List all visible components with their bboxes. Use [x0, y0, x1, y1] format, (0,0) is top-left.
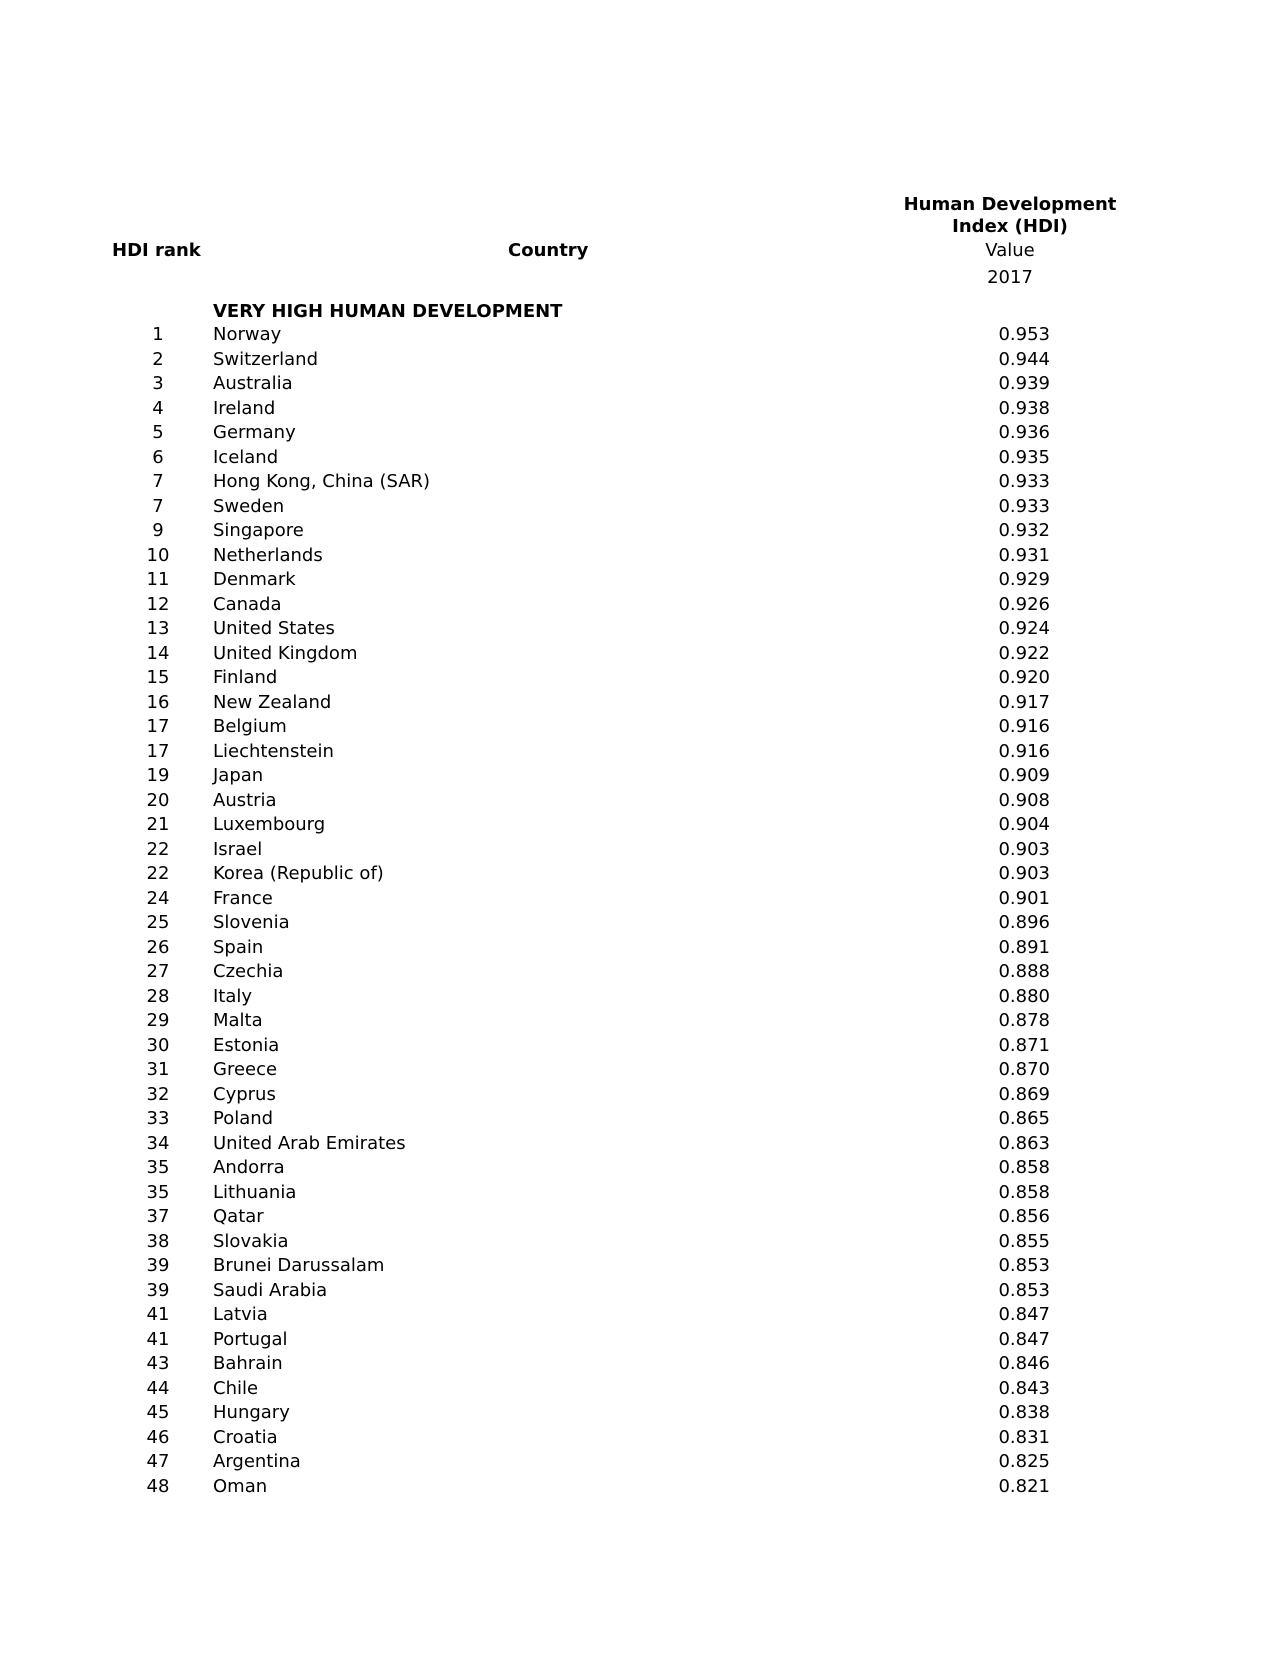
country-cell: Hong Kong, China (SAR)	[213, 471, 431, 492]
table-row	[0, 544, 1280, 569]
hdi-rank-cell: 12	[146, 593, 170, 615]
hdi-rank-cell: 11	[146, 569, 170, 590]
hdi-rank-cell: 3	[152, 373, 164, 394]
hdi-value-cell: 0.909	[998, 765, 1050, 786]
table-row	[0, 691, 1280, 716]
hdi-rank-cell: 39	[146, 1255, 170, 1276]
hdi-value-cell: 0.932	[998, 520, 1050, 541]
hdi-value-cell: 0.953	[998, 324, 1050, 345]
table-row	[0, 1230, 1280, 1255]
hdi-rank-cell: 15	[146, 667, 170, 688]
hdi-value-cell: 0.880	[998, 985, 1050, 1007]
table-row	[0, 470, 1280, 495]
hdi-value-cell: 0.855	[998, 1230, 1050, 1252]
hdi-rank-cell: 19	[146, 765, 170, 786]
table-row	[0, 715, 1280, 740]
country-cell: Liechtenstein	[213, 740, 334, 762]
country-cell: Canada	[213, 593, 282, 615]
table-row	[0, 911, 1280, 936]
country-cell: Oman	[213, 1475, 268, 1497]
table-row	[0, 960, 1280, 985]
hdi-value-cell: 0.858	[998, 1181, 1050, 1203]
table-row	[0, 1328, 1280, 1353]
table-row	[0, 764, 1280, 789]
country-cell: Poland	[213, 1108, 274, 1129]
table-row	[0, 1009, 1280, 1034]
hdi-value-cell: 0.888	[998, 961, 1050, 982]
hdi-rank-cell: 41	[146, 1328, 170, 1350]
table-row	[0, 519, 1280, 544]
table-row	[0, 1034, 1280, 1059]
hdi-rank-cell: 28	[146, 985, 170, 1007]
table-row	[0, 642, 1280, 667]
hdi-value-cell: 0.825	[998, 1451, 1050, 1472]
country-cell: Israel	[213, 838, 263, 860]
hdi-value-cell: 0.916	[998, 740, 1050, 762]
country-cell: Malta	[213, 1010, 263, 1031]
hdi-value-cell: 0.922	[998, 642, 1050, 664]
hdi-rank-cell: 5	[152, 422, 164, 443]
hdi-rank-cell: 45	[146, 1402, 170, 1423]
country-cell: Austria	[213, 789, 277, 811]
hdi-value-cell: 0.853	[998, 1279, 1050, 1301]
table-row	[0, 1058, 1280, 1083]
hdi-rank-cell: 24	[146, 887, 170, 909]
hdi-rank-cell: 41	[146, 1304, 170, 1325]
hdi-rank-cell: 1	[152, 324, 164, 345]
hdi-value-cell: 0.856	[998, 1206, 1050, 1227]
hdi-value-cell: 0.935	[998, 446, 1050, 468]
country-cell: Netherlands	[213, 544, 323, 566]
country-cell: Norway	[213, 324, 282, 345]
hdi-value-cell: 0.944	[998, 348, 1050, 370]
hdi-value-cell: 0.869	[998, 1083, 1050, 1105]
hdi-value-cell: 0.863	[998, 1132, 1050, 1154]
table-row	[0, 813, 1280, 838]
table-row	[0, 348, 1280, 373]
hdi-value-cell: 0.843	[998, 1377, 1050, 1399]
hdi-value-cell: 0.903	[998, 838, 1050, 860]
table-row	[0, 789, 1280, 814]
hdi-rank-cell: 13	[146, 618, 170, 639]
table-row	[0, 1475, 1280, 1500]
hdi-value-cell: 0.878	[998, 1010, 1050, 1031]
table-row	[0, 985, 1280, 1010]
hdi-rank-cell: 32	[146, 1083, 170, 1105]
hdi-value-cell: 0.917	[998, 691, 1050, 713]
hdi-rank-cell: 22	[146, 863, 170, 884]
hdi-rank-cell: 30	[146, 1034, 170, 1056]
hdi-value-cell: 0.924	[998, 618, 1050, 639]
column-header-hdi-title-line1: Human Development	[903, 194, 1117, 215]
hdi-value-cell: 0.901	[998, 887, 1050, 909]
country-cell: Argentina	[213, 1451, 301, 1472]
hdi-value-cell: 0.936	[998, 422, 1050, 443]
country-cell: Andorra	[213, 1157, 285, 1178]
country-cell: Brunei Darussalam	[213, 1255, 385, 1276]
table-row	[0, 617, 1280, 642]
hdi-value-cell: 0.821	[998, 1475, 1050, 1497]
table-row	[0, 323, 1280, 348]
country-cell: Japan	[213, 765, 264, 786]
hdi-value-cell: 0.908	[998, 789, 1050, 811]
table-row	[0, 1205, 1280, 1230]
country-cell: Switzerland	[213, 348, 318, 370]
country-cell: Italy	[213, 985, 253, 1007]
hdi-value-cell: 0.846	[998, 1353, 1050, 1374]
country-cell: United States	[213, 618, 335, 639]
hdi-value-cell: 0.838	[998, 1402, 1050, 1423]
hdi-rank-cell: 17	[146, 716, 170, 737]
country-cell: Sweden	[213, 495, 285, 517]
country-cell: Estonia	[213, 1034, 280, 1056]
country-rows	[0, 323, 1280, 1499]
table-row	[0, 838, 1280, 863]
table-row	[0, 936, 1280, 961]
hdi-rank-cell: 14	[146, 642, 170, 664]
table-row	[0, 397, 1280, 422]
hdi-value-cell: 0.871	[998, 1034, 1050, 1056]
country-cell: Finland	[213, 667, 278, 688]
hdi-value-cell: 0.847	[998, 1328, 1050, 1350]
table-row	[0, 372, 1280, 397]
hdi-rank-cell: 48	[146, 1475, 170, 1497]
hdi-rank-cell: 38	[146, 1230, 170, 1252]
hdi-value-cell: 0.933	[998, 471, 1050, 492]
hdi-rank-cell: 44	[146, 1377, 170, 1399]
column-header-hdi-title-line2: Index (HDI)	[952, 216, 1068, 237]
hdi-value-cell: 0.891	[998, 936, 1050, 958]
hdi-rank-cell: 16	[146, 691, 170, 713]
hdi-rank-cell: 21	[146, 814, 170, 835]
country-cell: Portugal	[213, 1328, 288, 1350]
country-cell: Korea (Republic of)	[213, 863, 384, 884]
country-cell: Australia	[213, 373, 293, 394]
table-row	[0, 1426, 1280, 1451]
hdi-value-cell: 0.931	[998, 544, 1050, 566]
group-heading-very-high: VERY HIGH HUMAN DEVELOPMENT	[213, 301, 563, 322]
country-cell: New Zealand	[213, 691, 332, 713]
hdi-rank-cell: 17	[146, 740, 170, 762]
column-header-country: Country	[508, 240, 589, 261]
country-cell: United Arab Emirates	[213, 1132, 406, 1154]
table-row	[0, 862, 1280, 887]
hdi-value-cell: 0.853	[998, 1255, 1050, 1276]
country-cell: Germany	[213, 422, 296, 443]
hdi-value-cell: 0.926	[998, 593, 1050, 615]
hdi-value-cell: 0.831	[998, 1426, 1050, 1448]
country-cell: Cyprus	[213, 1083, 276, 1105]
table-row	[0, 568, 1280, 593]
table-row	[0, 593, 1280, 618]
hdi-value-cell: 0.904	[998, 814, 1050, 835]
hdi-rank-cell: 6	[152, 446, 164, 468]
column-header-hdi-rank: HDI rank	[112, 240, 201, 261]
hdi-value-cell: 0.858	[998, 1157, 1050, 1178]
country-cell: Iceland	[213, 446, 279, 468]
country-cell: Greece	[213, 1059, 278, 1080]
country-cell: Qatar	[213, 1206, 264, 1227]
country-cell: Czechia	[213, 961, 284, 982]
hdi-rank-cell: 25	[146, 912, 170, 933]
country-cell: Slovakia	[213, 1230, 289, 1252]
hdi-value-cell: 0.870	[998, 1059, 1050, 1080]
column-header-hdi-value: Value	[985, 240, 1035, 261]
country-cell: Spain	[213, 936, 264, 958]
hdi-rank-cell: 43	[146, 1353, 170, 1374]
table-row	[0, 666, 1280, 691]
country-cell: Lithuania	[213, 1181, 297, 1203]
table-row	[0, 1450, 1280, 1475]
table-row	[0, 1083, 1280, 1108]
hdi-rank-cell: 20	[146, 789, 170, 811]
table-row	[0, 421, 1280, 446]
hdi-rank-cell: 33	[146, 1108, 170, 1129]
country-cell: Singapore	[213, 520, 304, 541]
country-cell: Bahrain	[213, 1353, 283, 1374]
hdi-rank-cell: 46	[146, 1426, 170, 1448]
column-header-year: 2017	[987, 267, 1033, 288]
table-row	[0, 1156, 1280, 1181]
country-cell: Chile	[213, 1377, 259, 1399]
hdi-rank-cell: 29	[146, 1010, 170, 1031]
hdi-rank-cell: 7	[152, 495, 164, 517]
hdi-rank-cell: 22	[146, 838, 170, 860]
hdi-rank-cell: 31	[146, 1059, 170, 1080]
hdi-value-cell: 0.847	[998, 1304, 1050, 1325]
table-row	[0, 1254, 1280, 1279]
hdi-rank-cell: 2	[152, 348, 164, 370]
table-row	[0, 740, 1280, 765]
table-row	[0, 1132, 1280, 1157]
country-cell: Saudi Arabia	[213, 1279, 328, 1301]
country-cell: Croatia	[213, 1426, 278, 1448]
hdi-value-cell: 0.920	[998, 667, 1050, 688]
country-cell: Belgium	[213, 716, 287, 737]
country-cell: Ireland	[213, 397, 276, 419]
table-row	[0, 446, 1280, 471]
hdi-rank-cell: 35	[146, 1181, 170, 1203]
country-cell: Hungary	[213, 1402, 290, 1423]
hdi-value-cell: 0.929	[998, 569, 1050, 590]
hdi-value-cell: 0.903	[998, 863, 1050, 884]
hdi-rank-cell: 26	[146, 936, 170, 958]
hdi-value-cell: 0.896	[998, 912, 1050, 933]
hdi-rank-cell: 37	[146, 1206, 170, 1227]
hdi-rank-cell: 39	[146, 1279, 170, 1301]
hdi-value-cell: 0.938	[998, 397, 1050, 419]
table-row	[0, 887, 1280, 912]
table-row	[0, 1377, 1280, 1402]
table-row	[0, 1352, 1280, 1377]
hdi-rank-cell: 7	[152, 471, 164, 492]
hdi-value-cell: 0.939	[998, 373, 1050, 394]
hdi-rank-cell: 10	[146, 544, 170, 566]
country-cell: United Kingdom	[213, 642, 358, 664]
table-row	[0, 1279, 1280, 1304]
hdi-value-cell: 0.865	[998, 1108, 1050, 1129]
country-cell: Latvia	[213, 1304, 268, 1325]
hdi-rank-cell: 4	[152, 397, 164, 419]
table-row	[0, 495, 1280, 520]
country-cell: Luxembourg	[213, 814, 326, 835]
hdi-rank-cell: 35	[146, 1157, 170, 1178]
hdi-rank-cell: 34	[146, 1132, 170, 1154]
hdi-rank-cell: 9	[152, 520, 164, 541]
country-cell: France	[213, 887, 273, 909]
country-cell: Denmark	[213, 569, 296, 590]
table-row	[0, 1401, 1280, 1426]
hdi-rank-cell: 47	[146, 1451, 170, 1472]
table-row	[0, 1107, 1280, 1132]
table-row	[0, 1181, 1280, 1206]
hdi-value-cell: 0.933	[998, 495, 1050, 517]
country-cell: Slovenia	[213, 912, 290, 933]
hdi-value-cell: 0.916	[998, 716, 1050, 737]
hdi-rank-cell: 27	[146, 961, 170, 982]
table-row	[0, 1303, 1280, 1328]
